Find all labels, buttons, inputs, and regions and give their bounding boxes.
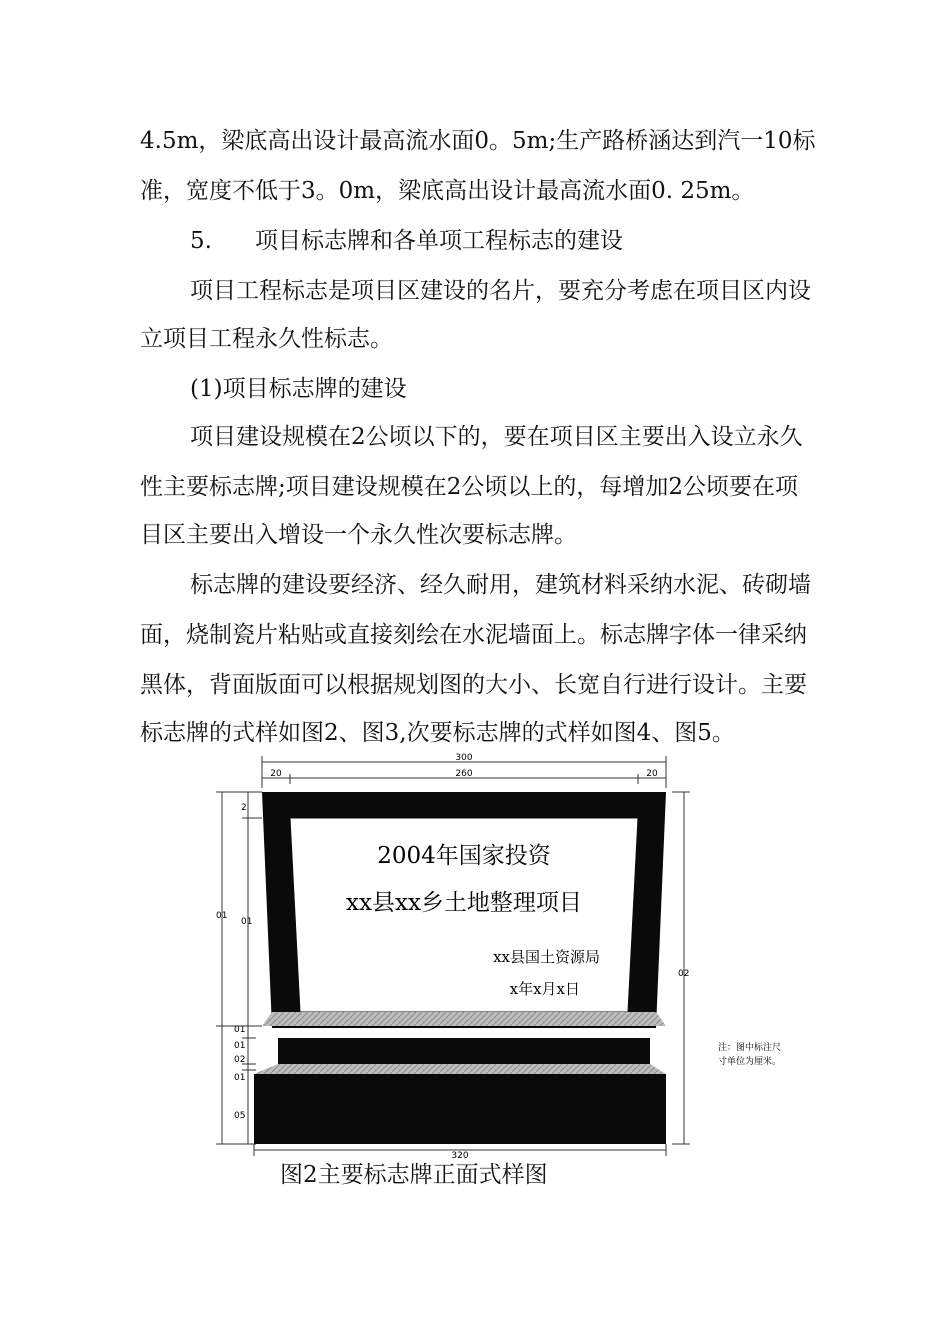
dimension-note — [718, 1041, 781, 1067]
subheading: (1)项目标志牌的建设 — [190, 376, 407, 402]
section-number: 5. — [190, 228, 212, 254]
sign-board — [262, 792, 666, 1028]
note-line: 注：图中标注尺 — [718, 1043, 782, 1053]
dim-label: 260 — [455, 769, 473, 779]
sign-project-name: xx县xx乡土地整理项目 — [346, 890, 582, 916]
sign-authority: xx县国土资源局 — [493, 948, 600, 966]
dim-label: 2 — [241, 803, 247, 813]
text-line: 立项目工程永久性标志。 — [140, 326, 393, 352]
text-line: 4.5m，梁底高出设计最高流水面0。5m;生产路桥涵达到汽一10标 — [140, 128, 816, 154]
sign-title: 2004年国家投资 — [377, 843, 551, 869]
text-line: 面，烧制瓷片粘贴或直接刻绘在水泥墙面上。标志牌字体一律采纳 — [140, 622, 807, 648]
figure-caption: 图2主要标志牌正面式样图 — [280, 1162, 548, 1188]
dim-label: 320 — [451, 1151, 469, 1158]
sign-base — [254, 1038, 666, 1144]
note-line: 寸单位为厘米。 — [718, 1057, 782, 1067]
text-line: 标志牌的建设要经济、经久耐用，建筑材料采纳水泥、砖砌墙 — [190, 572, 811, 598]
dim-label: 20 — [270, 769, 282, 779]
dim-label: 01 — [234, 1025, 246, 1035]
dim-label: 01 — [234, 1041, 246, 1051]
dim-label: 300 — [455, 753, 473, 763]
text-line: 准，宽度不低于3。0m，梁底高出设计最高流水面0. 25m。 — [140, 178, 755, 204]
section-title: 项目标志牌和各单项工程标志的建设 — [255, 228, 623, 254]
text-line: 黑体，背面版面可以根据规划图的大小、长宽自行进行设计。主要 — [140, 672, 807, 698]
text-line: 目区主要出入增设一个永久性次要标志牌。 — [140, 522, 577, 548]
text-line: 项目工程标志是项目区建设的名片，要充分考虑在项目区内设 — [190, 278, 811, 304]
dimension-top — [262, 753, 666, 788]
dim-label: 02 — [678, 969, 690, 979]
text-line: 标志牌的式样如图2、图3,次要标志牌的式样如图4、图5。 — [140, 720, 735, 746]
text-line: 项目建设规模在2公顷以下的，要在项目区主要出入设立永久 — [190, 424, 803, 450]
dim-label: 01 — [241, 917, 253, 927]
dim-label: 20 — [646, 769, 658, 779]
text-line: 性主要标志牌;项目建设规模在2公顷以上的，每增加2公顷要在项 — [140, 474, 799, 500]
dim-label: 01 — [216, 911, 228, 921]
dim-label: 02 — [234, 1055, 246, 1065]
dim-label: 05 — [234, 1111, 246, 1121]
dimension-right — [672, 792, 690, 1144]
sign-diagram — [200, 748, 820, 1158]
sign-date: x年x月x日 — [509, 980, 580, 998]
dimension-bottom — [254, 1144, 666, 1158]
dim-label: 01 — [234, 1073, 246, 1083]
